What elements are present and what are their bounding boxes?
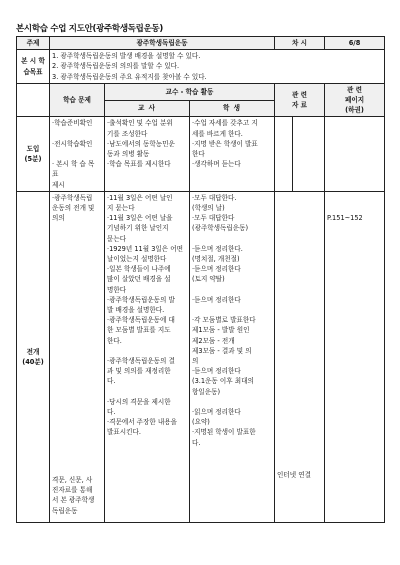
intro-problem: · 본시 학 습 목 표 bbox=[52, 160, 95, 179]
dev-problem: ·광주학생독립 bbox=[52, 193, 93, 202]
dev-student bbox=[190, 191, 275, 522]
dev-stage bbox=[17, 191, 50, 522]
dev-row bbox=[17, 191, 385, 522]
intro-problem: ·학습준비확인 bbox=[52, 119, 93, 128]
dev-teacher-line: ·일본 학생들이 나주에 bbox=[107, 265, 171, 274]
dev-student-line: (명치절, 개천절) bbox=[192, 255, 240, 264]
intro-student-line: ·수업 자세를 갖추고 지 bbox=[192, 119, 258, 128]
goal-item: 3. 광주학생독립운동의 주요 유적지를 찾아볼 수 있다. bbox=[52, 72, 207, 81]
goals-label bbox=[17, 50, 50, 84]
dev-teacher-line: 많이 살았던 배경을 설 bbox=[107, 275, 171, 284]
page-header-line-2: 페이지 bbox=[344, 96, 365, 105]
dev-student-line: ·듣으며 정리한다 bbox=[192, 265, 241, 274]
dev-teacher-line: 과 및 의의를 재정리한 bbox=[107, 367, 171, 376]
intro-teacher-line: 기를 조성한다 bbox=[107, 129, 148, 138]
goals-label-line-1: 본 시 학 bbox=[21, 57, 45, 66]
intro-stage bbox=[17, 117, 50, 191]
document-title: 본시학습 수업 지도안(광주학생독립운동) bbox=[16, 24, 163, 34]
dev-student-line: 제3모둠 - 결과 및 의 bbox=[192, 346, 252, 355]
dev-teacher-line: 명한다 bbox=[107, 285, 127, 294]
dev-teacher-line: ·당시의 격문을 제시한 bbox=[107, 397, 171, 406]
dev-teacher-line: 발표시킨다. bbox=[107, 428, 141, 437]
student-header: 학 생 bbox=[190, 100, 275, 117]
goal-item: 1. 광주학생독립운동의 발생 배경을 설명할 수 있다. bbox=[52, 52, 201, 61]
intro-material-empty bbox=[275, 117, 293, 191]
intro-student-line: ·생각하며 듣는다 bbox=[192, 160, 241, 169]
intro-student-line: ·지명 받은 학생이 발표 bbox=[192, 139, 258, 148]
dev-stage-time: (40분) bbox=[22, 357, 44, 366]
dev-teacher-line: 발 배경을 설명한다. bbox=[107, 306, 165, 315]
teacher-header: 교 사 bbox=[105, 100, 190, 117]
dev-problem: 독립운동 bbox=[52, 506, 78, 515]
intro-problems bbox=[50, 117, 105, 191]
dev-teacher-line: ·1929년 11월 3일은 어떤 bbox=[107, 244, 183, 253]
intro-teacher-line: ·남도에서의 동학농민운 bbox=[107, 139, 175, 148]
intro-student-line: 한다 bbox=[192, 150, 205, 159]
intro-row bbox=[17, 117, 385, 191]
dev-teacher-line: ·광주학생독립운동의 결 bbox=[107, 357, 175, 366]
goal-item: 2. 광주학생독립운동의 의의를 말할 수 있다. bbox=[52, 62, 180, 71]
dev-teacher-line: 기념하기 위한 날인지 bbox=[107, 224, 169, 233]
column-header-row bbox=[17, 83, 385, 100]
dev-stage-name: 전개 bbox=[26, 347, 40, 356]
page-header bbox=[325, 83, 385, 117]
dev-problem: 의의 bbox=[52, 214, 65, 223]
material-header-line-2: 자 료 bbox=[291, 101, 308, 110]
intro-page-empty bbox=[325, 117, 385, 191]
dev-student-line: (광주학생독립운동) bbox=[192, 224, 249, 233]
intro-student bbox=[190, 117, 275, 191]
topic-row bbox=[17, 37, 385, 50]
intro-problem: 제시 bbox=[52, 180, 65, 189]
dev-student-line: ·듣으며 정리한다 bbox=[192, 295, 241, 304]
dev-material bbox=[275, 191, 325, 522]
intro-teacher-line: 동과 의병 활동 bbox=[107, 150, 150, 159]
dev-student-line: (학생의 날) bbox=[192, 204, 225, 213]
dev-teacher-line: 지 묻는다 bbox=[107, 204, 135, 213]
intro-stage-name: 도입 bbox=[26, 144, 40, 153]
goals-label-line-2: 습목표 bbox=[23, 67, 43, 76]
dev-page-text: P.151~152 bbox=[327, 214, 363, 223]
dev-student-line: ·읽으며 정리한다 bbox=[192, 408, 241, 417]
dev-teacher-line: 다. bbox=[107, 377, 116, 386]
page-header-line-3: (하권) bbox=[345, 106, 364, 115]
topic-label: 주제 bbox=[17, 37, 50, 50]
dev-teacher bbox=[105, 191, 190, 522]
dev-student-line: 제2모둠 - 전개 bbox=[192, 336, 235, 345]
intro-material-empty-2 bbox=[293, 117, 325, 191]
intro-problem: ·전시학습확인 bbox=[52, 139, 93, 148]
dev-student-line: (요약) bbox=[192, 418, 210, 427]
dev-teacher-line: ·11월 3일은 어떤 날을 bbox=[107, 214, 173, 223]
material-header-line-1: 관 련 bbox=[291, 90, 308, 99]
intro-teacher bbox=[105, 117, 190, 191]
topic-value: 광주학생독립운동 bbox=[50, 37, 275, 50]
dev-student-line: 제1모둠 - 발발 원인 bbox=[192, 326, 250, 335]
problem-header: 학습 문제 bbox=[50, 83, 105, 117]
intro-student-line: 세를 바르게 한다. bbox=[192, 129, 243, 138]
dev-student-line: 의 bbox=[192, 357, 199, 366]
dev-student-line: 다. bbox=[192, 438, 201, 447]
page-header-line-1: 관 련 bbox=[346, 85, 363, 94]
activity-header: 교수 - 학습 활동 bbox=[105, 83, 275, 100]
dev-student-line: (3.1운동 이후 최대의 bbox=[192, 377, 254, 386]
dev-problem: 진자료를 통해 bbox=[52, 486, 93, 495]
dev-student-line: ·모두 대답한다. bbox=[192, 193, 237, 202]
dev-teacher-line: ·광주학생독립운동의 발 bbox=[107, 295, 175, 304]
dev-student-line: ·모두 대답한다 bbox=[192, 214, 235, 223]
dev-student-line: ·듣으며 정리한다 bbox=[192, 367, 241, 376]
dev-page bbox=[325, 191, 385, 522]
dev-teacher-line: ·11월 3일은 어떤 날인 bbox=[107, 193, 173, 202]
dev-teacher-line: 묻는다 bbox=[107, 234, 127, 243]
dev-student-line: (토지 약탈) bbox=[192, 275, 225, 284]
lesson-plan-table bbox=[16, 36, 385, 523]
intro-teacher-line: ·출석확인 및 수업 분위 bbox=[107, 119, 173, 128]
intro-stage-time: (5분) bbox=[24, 155, 42, 164]
goals-row bbox=[17, 50, 385, 84]
intro-teacher-line: ·학습 목표를 제시한다 bbox=[107, 160, 171, 169]
period-label: 차 시 bbox=[275, 37, 325, 50]
dev-problems bbox=[50, 191, 105, 522]
dev-problem: 운동의 전개 및 bbox=[52, 204, 95, 213]
goals-list bbox=[50, 50, 385, 84]
dev-problem: 서 본 광주학생 bbox=[52, 496, 95, 505]
dev-student-line: ·각 모둠별로 발표한다 bbox=[192, 316, 256, 325]
dev-student-line: ·지명된 학생이 발표한 bbox=[192, 428, 256, 437]
dev-teacher-line: 한다. bbox=[107, 336, 122, 345]
dev-teacher-line: 다. bbox=[107, 408, 116, 417]
dev-teacher-line: ·광주학생독립운동에 대 bbox=[107, 316, 175, 325]
dev-material-text: 인터넷 연결 bbox=[277, 470, 311, 479]
dev-teacher-line: 날이었는지 설명한다 bbox=[107, 255, 167, 264]
dev-teacher-line: ·격문에서 주장한 내용을 bbox=[107, 418, 177, 427]
period-value: 6/8 bbox=[325, 37, 385, 50]
stage-header-empty bbox=[17, 83, 50, 117]
dev-student-line: 항일운동) bbox=[192, 387, 221, 396]
dev-teacher-line: 한 모둠별 발표를 지도 bbox=[107, 326, 171, 335]
material-header bbox=[275, 83, 325, 117]
dev-problem: 격문, 신문, 사 bbox=[52, 476, 93, 484]
dev-student-line: ·듣으며 정리한다. bbox=[192, 244, 243, 253]
